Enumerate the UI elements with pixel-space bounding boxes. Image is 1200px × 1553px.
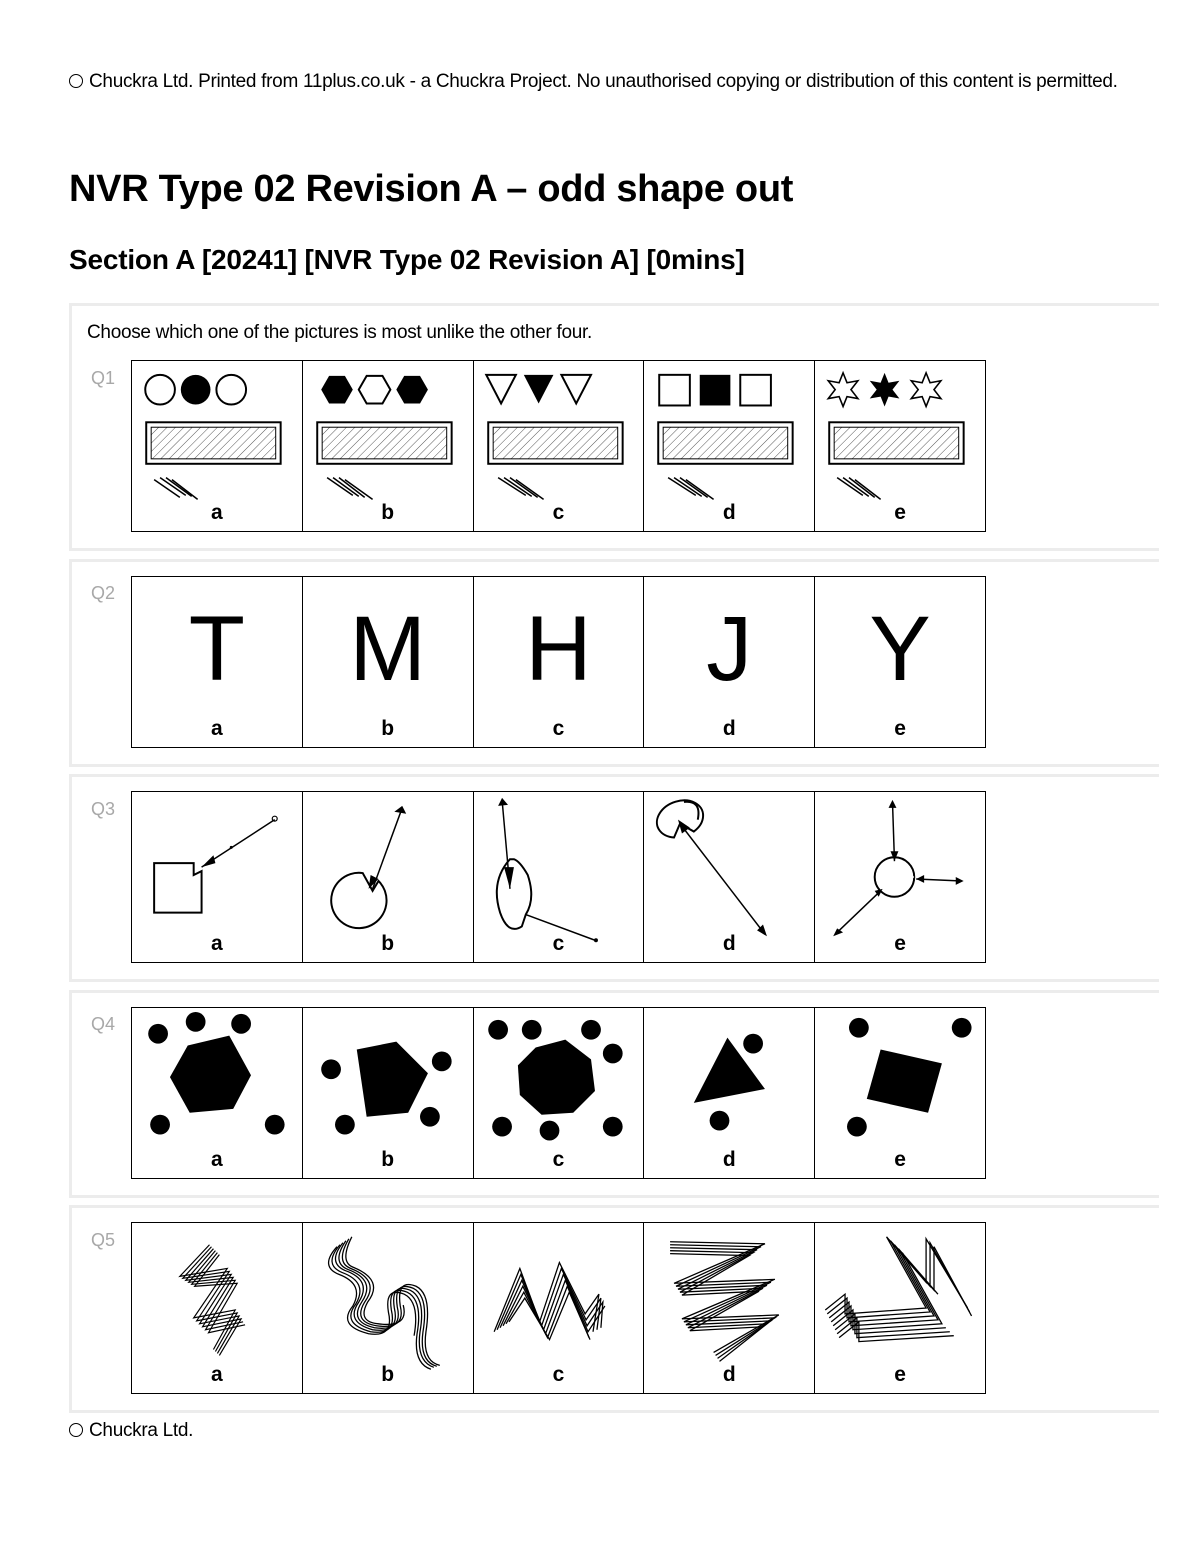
instruction-text: Choose which one of the pictures is most unlike the other four. <box>87 322 592 343</box>
option-d[interactable] <box>644 792 815 962</box>
option-label: a <box>211 717 223 740</box>
option-letter: M <box>349 598 427 700</box>
copyright-circle-icon <box>69 1423 83 1437</box>
option-e[interactable] <box>815 361 985 531</box>
page-title: NVR Type 02 Revision A – odd shape out <box>69 168 794 210</box>
question-1-options <box>131 360 986 532</box>
option-label: d <box>722 932 736 955</box>
option-label: d <box>722 501 736 524</box>
option-a[interactable] <box>132 1223 303 1393</box>
copyright-circle-icon <box>69 74 83 88</box>
option-label: d <box>722 717 736 740</box>
option-label: d <box>722 1363 736 1386</box>
footer <box>69 1420 193 1442</box>
option-e[interactable] <box>815 1223 985 1393</box>
option-label: b <box>381 501 395 524</box>
option-label: e <box>894 501 906 524</box>
option-c[interactable] <box>474 577 645 747</box>
question-label: Q4 <box>91 1014 116 1034</box>
question-2-options <box>131 576 986 748</box>
question-4-options <box>131 1007 986 1179</box>
question-label: Q3 <box>91 799 116 819</box>
option-label: c <box>552 501 565 524</box>
option-label: e <box>894 1363 906 1386</box>
option-letter: H <box>525 598 592 700</box>
option-a[interactable] <box>132 792 303 962</box>
option-e[interactable] <box>815 792 985 962</box>
option-label: e <box>894 717 906 740</box>
option-c[interactable] <box>474 1223 645 1393</box>
option-d[interactable] <box>644 577 815 747</box>
option-label: a <box>211 1363 223 1386</box>
option-d[interactable] <box>644 1223 815 1393</box>
option-label: c <box>552 932 565 955</box>
option-label: b <box>381 1148 395 1171</box>
option-label: c <box>552 1363 565 1386</box>
option-letter: J <box>706 598 753 700</box>
option-label: b <box>381 932 395 955</box>
option-b[interactable] <box>303 1008 474 1178</box>
option-b[interactable] <box>303 792 474 962</box>
option-a[interactable] <box>132 1008 303 1178</box>
option-label: e <box>894 932 906 955</box>
option-label: a <box>211 932 223 955</box>
option-label: c <box>552 717 565 740</box>
question-label: Q1 <box>91 368 116 388</box>
option-e[interactable] <box>815 1008 985 1178</box>
option-c[interactable] <box>474 361 645 531</box>
option-label: d <box>722 1148 736 1171</box>
footer-text: Chuckra Ltd. <box>89 1420 194 1441</box>
option-b[interactable] <box>303 1223 474 1393</box>
option-label: a <box>211 501 223 524</box>
question-5-options <box>131 1222 986 1394</box>
question-label: Q2 <box>91 583 116 603</box>
option-label: c <box>552 1148 565 1171</box>
option-d[interactable] <box>644 361 815 531</box>
option-d[interactable] <box>644 1008 815 1178</box>
question-label: Q5 <box>91 1230 116 1250</box>
option-a[interactable] <box>132 361 303 531</box>
option-label: a <box>211 1148 223 1171</box>
option-b[interactable] <box>303 577 474 747</box>
option-b[interactable] <box>303 361 474 531</box>
question-3-options <box>131 791 986 963</box>
option-letter: Y <box>869 598 931 700</box>
copyright-notice <box>69 70 1139 93</box>
copyright-text: Chuckra Ltd. Printed from 11plus.co.uk - a Chuckra Project. No unauthorised copying or distribution of this content is permitted. <box>89 71 1118 92</box>
option-letter: T <box>188 598 245 700</box>
option-a[interactable] <box>132 577 303 747</box>
section-title: Section A [20241] [NVR Type 02 Revision A] [0mins] <box>69 244 745 275</box>
option-e[interactable] <box>815 577 985 747</box>
option-label: b <box>381 717 395 740</box>
option-label: e <box>894 1148 906 1171</box>
option-c[interactable] <box>474 792 645 962</box>
option-label: b <box>381 1363 395 1386</box>
option-c[interactable] <box>474 1008 645 1178</box>
